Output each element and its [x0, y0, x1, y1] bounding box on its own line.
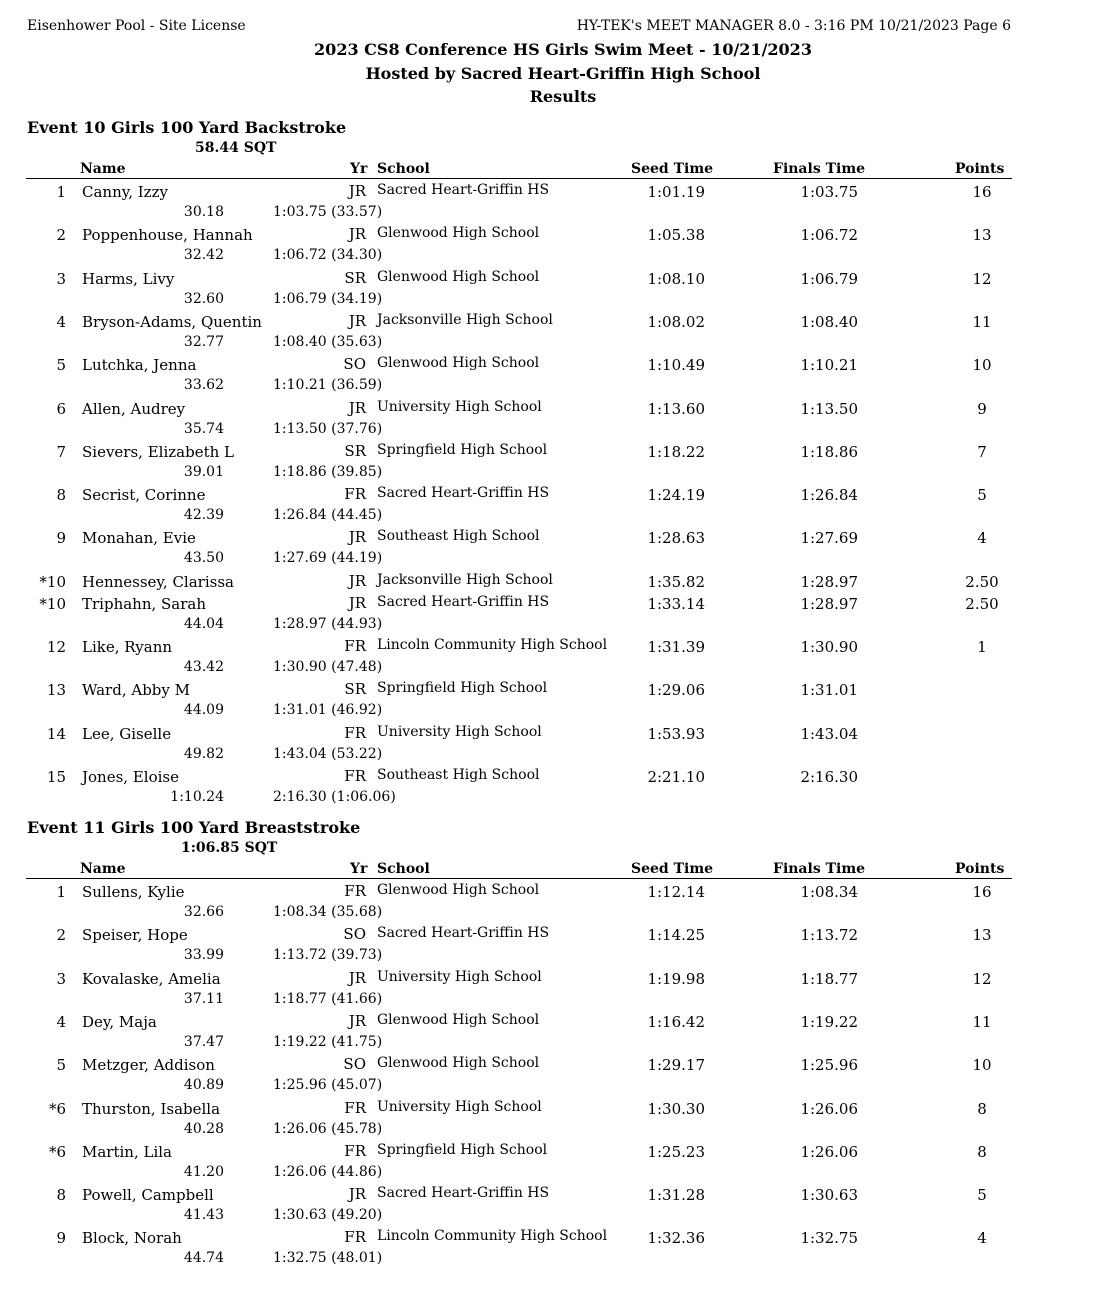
place: 9 [56, 529, 66, 548]
swimmer-name: Lee, Giselle [82, 724, 172, 743]
col-header-yr: Yr [350, 861, 368, 877]
split-50: 49.82 [183, 745, 224, 762]
col-header-name: Name [80, 861, 126, 877]
school-name: University High School [377, 1098, 542, 1115]
year: FR [344, 1141, 366, 1160]
col-header-name: Name [80, 161, 126, 177]
split-50: 32.77 [183, 333, 224, 350]
split-100: 1:10.21 (36.59) [273, 377, 383, 394]
finals-time: 1:26.06 [800, 1099, 858, 1118]
swimmer-name: Metzger, Addison [82, 1056, 215, 1075]
place: 9 [56, 1229, 66, 1248]
split-50: 35.74 [183, 420, 224, 437]
finals-time: 1:28.97 [800, 572, 858, 591]
split-100: 1:26.06 (45.78) [273, 1120, 383, 1137]
points: 16 [972, 883, 992, 901]
seed-time: 1:32.36 [647, 1229, 705, 1248]
split-50: 33.62 [183, 377, 224, 394]
year: FR [344, 1098, 366, 1117]
split-50: 43.50 [183, 550, 224, 567]
finals-time: 1:13.50 [800, 399, 858, 418]
year: SO [343, 1055, 366, 1074]
finals-time: 1:08.40 [800, 312, 858, 331]
year: FR [344, 1228, 366, 1247]
year: FR [344, 637, 366, 655]
seed-time: 1:12.14 [647, 883, 705, 901]
split-50: 40.89 [183, 1077, 224, 1094]
split-100: 1:30.90 (47.48) [273, 659, 383, 675]
split-50: 43.42 [183, 659, 224, 675]
finals-time: 1:28.97 [800, 594, 858, 613]
place: 15 [46, 767, 66, 786]
year: FR [344, 485, 366, 504]
swimmer-name: Block, Norah [82, 1229, 182, 1248]
site-license-text: Eisenhower Pool - Site License [27, 18, 246, 34]
split-100: 1:18.86 (39.85) [273, 463, 383, 480]
school-name: Jacksonville High School [377, 311, 553, 328]
school-name: Springfield High School [377, 441, 548, 458]
place: 8 [56, 1186, 66, 1205]
split-100: 1:06.72 (34.30) [273, 247, 383, 264]
points: 10 [972, 356, 992, 375]
year: JR [348, 182, 366, 200]
school-name: Sacred Heart-Griffin HS [377, 925, 550, 942]
seed-time: 2:21.10 [647, 767, 705, 786]
year: SR [344, 680, 366, 699]
swimmer-name: Speiser, Hope [82, 926, 188, 945]
year: SO [343, 355, 366, 374]
year: SO [343, 925, 366, 944]
finals-time: 1:26.06 [800, 1142, 858, 1161]
year: JR [348, 398, 366, 417]
col-header-seed: Seed Time [631, 861, 714, 877]
seed-time: 1:08.02 [647, 312, 705, 331]
header-rule [26, 178, 1012, 179]
finals-time: 1:31.01 [800, 681, 858, 700]
school-name: Glenwood High School [377, 268, 540, 285]
place: 4 [56, 312, 66, 331]
place: 1 [56, 883, 66, 901]
school-name: Springfield High School [377, 680, 548, 697]
split-50: 41.20 [183, 1163, 224, 1180]
place: 12 [46, 638, 66, 656]
year: FR [344, 723, 366, 742]
finals-time: 1:03.75 [800, 183, 858, 201]
split-100: 1:06.79 (34.19) [273, 290, 383, 307]
finals-time: 1:06.79 [800, 269, 858, 288]
school-name: Jacksonville High School [377, 571, 553, 588]
qualifying-standard: 1:06.85 SQT [181, 840, 278, 856]
swimmer-name: Jones, Eloise [82, 767, 179, 786]
points: 5 [977, 486, 987, 505]
school-name: Southeast High School [377, 766, 540, 783]
seed-time: 1:16.42 [647, 1012, 705, 1031]
swimmer-name: Bryson-Adams, Quentin [82, 312, 262, 331]
swimmer-name: Triphahn, Sarah [82, 594, 207, 613]
seed-time: 1:13.60 [647, 399, 705, 418]
col-header-points: Points [955, 161, 1005, 177]
split-50: 30.18 [183, 204, 224, 220]
finals-time: 1:08.34 [800, 883, 858, 901]
finals-time: 1:27.69 [800, 529, 858, 548]
year: JR [348, 593, 366, 612]
place: 7 [56, 442, 66, 461]
split-50: 32.42 [183, 247, 224, 264]
finals-time: 1:18.86 [800, 442, 858, 461]
school-name: Sacred Heart-Griffin HS [377, 593, 550, 610]
finals-time: 1:43.04 [800, 724, 858, 743]
points: 4 [977, 529, 987, 548]
place: 2 [56, 926, 66, 945]
place: 13 [46, 681, 66, 700]
year: JR [348, 311, 366, 330]
swimmer-name: Thurston, Isabella [82, 1099, 221, 1118]
split-100: 1:03.75 (33.57) [273, 204, 383, 220]
school-name: Lincoln Community High School [377, 637, 608, 653]
school-name: Glenwood High School [377, 882, 540, 898]
finals-time: 1:30.63 [800, 1186, 858, 1205]
split-50: 39.01 [183, 463, 224, 480]
school-name: Sacred Heart-Griffin HS [377, 182, 550, 198]
swimmer-name: Sullens, Kylie [82, 883, 185, 901]
swimmer-name: Canny, Izzy [82, 183, 168, 201]
year: FR [344, 766, 366, 785]
swimmer-name: Powell, Campbell [82, 1186, 214, 1205]
split-50: 44.74 [183, 1250, 224, 1267]
split-100: 1:27.69 (44.19) [273, 550, 383, 567]
school-name: Glenwood High School [377, 1011, 540, 1028]
place: *6 [48, 1099, 66, 1118]
swimmer-name: Dey, Maja [82, 1012, 157, 1031]
swimmer-name: Lutchka, Jenna [82, 356, 197, 375]
finals-time: 1:10.21 [800, 356, 858, 375]
split-100: 1:26.06 (44.86) [273, 1163, 383, 1180]
place: 3 [56, 969, 66, 988]
points: 10 [972, 1056, 992, 1075]
qualifying-standard: 58.44 SQT [195, 140, 277, 156]
year: SR [344, 441, 366, 460]
seed-time: 1:18.22 [647, 442, 705, 461]
split-50: 42.39 [183, 507, 224, 524]
swimmer-name: Like, Ryann [82, 638, 173, 656]
meet-manager-info: HY-TEK's MEET MANAGER 8.0 - 3:16 PM 10/21/2023 Page 6 [576, 18, 1011, 34]
school-name: University High School [377, 968, 542, 985]
school-name: Sacred Heart-Griffin HS [377, 485, 550, 502]
split-100: 1:28.97 (44.93) [273, 615, 383, 632]
year: JR [348, 1011, 366, 1030]
split-100: 1:26.84 (44.45) [273, 507, 383, 524]
split-50: 32.60 [183, 290, 224, 307]
points: 9 [977, 399, 987, 418]
seed-time: 1:01.19 [647, 183, 705, 201]
event-title: Event 10 Girls 100 Yard Backstroke [27, 118, 347, 137]
swimmer-name: Martin, Lila [82, 1142, 172, 1161]
points: 16 [972, 183, 992, 201]
col-header-finals: Finals Time [773, 861, 866, 877]
meet-title: 2023 CS8 Conference HS Girls Swim Meet - 10/21/2023 [314, 40, 812, 59]
finals-time: 2:16.30 [800, 767, 858, 786]
split-100: 2:16.30 (1:06.06) [273, 788, 396, 805]
seed-time: 1:29.06 [647, 681, 705, 700]
split-50: 32.66 [183, 904, 224, 920]
event-title: Event 11 Girls 100 Yard Breaststroke [27, 818, 361, 837]
split-100: 1:32.75 (48.01) [273, 1250, 383, 1267]
meet-host: Hosted by Sacred Heart-Griffin High School [365, 64, 761, 83]
seed-time: 1:29.17 [647, 1056, 705, 1075]
finals-time: 1:25.96 [800, 1056, 858, 1075]
split-50: 1:10.24 [170, 788, 224, 805]
seed-time: 1:25.23 [647, 1142, 705, 1161]
year: FR [344, 882, 366, 900]
finals-time: 1:19.22 [800, 1012, 858, 1031]
seed-time: 1:19.98 [647, 969, 705, 988]
place: *6 [48, 1142, 66, 1161]
points: 7 [977, 442, 987, 461]
swimmer-name: Hennessey, Clarissa [82, 572, 234, 591]
col-header-school: School [377, 161, 430, 177]
split-50: 40.28 [183, 1120, 224, 1137]
split-100: 1:18.77 (41.66) [273, 990, 383, 1007]
points: 2.50 [965, 594, 999, 613]
place: 5 [56, 356, 66, 375]
place: 6 [56, 399, 66, 418]
year: SR [344, 268, 366, 287]
place: 14 [46, 724, 66, 743]
school-name: Southeast High School [377, 528, 540, 545]
finals-time: 1:13.72 [800, 926, 858, 945]
place: 3 [56, 269, 66, 288]
points: 5 [977, 1186, 987, 1205]
place: 8 [56, 486, 66, 505]
col-header-yr: Yr [350, 161, 368, 177]
points: 11 [972, 312, 992, 331]
points: 12 [972, 969, 992, 988]
seed-time: 1:53.93 [647, 724, 705, 743]
split-50: 44.04 [183, 615, 224, 632]
split-100: 1:08.34 (35.68) [273, 904, 383, 920]
school-name: University High School [377, 398, 542, 415]
place: 5 [56, 1056, 66, 1075]
split-50: 33.99 [183, 947, 224, 964]
swimmer-name: Poppenhouse, Hannah [82, 226, 253, 245]
seed-time: 1:24.19 [647, 486, 705, 505]
swimmer-name: Harms, Livy [82, 269, 175, 288]
seed-time: 1:35.82 [647, 572, 705, 591]
swimmer-name: Ward, Abby M [82, 681, 191, 700]
place: *10 [39, 572, 66, 591]
header-rule [26, 878, 1012, 879]
swimmer-name: Kovalaske, Amelia [82, 969, 221, 988]
split-100: 1:13.50 (37.76) [273, 420, 383, 437]
finals-time: 1:18.77 [800, 969, 858, 988]
results-heading: Results [529, 87, 597, 106]
year: JR [348, 528, 366, 547]
place: 1 [56, 183, 66, 201]
split-100: 1:31.01 (46.92) [273, 702, 383, 719]
finals-time: 1:26.84 [800, 486, 858, 505]
school-name: Glenwood High School [377, 355, 540, 372]
seed-time: 1:31.39 [647, 638, 705, 656]
swimmer-name: Monahan, Evie [82, 529, 196, 548]
finals-time: 1:32.75 [800, 1229, 858, 1248]
points: 8 [977, 1142, 987, 1161]
year: JR [348, 1185, 366, 1204]
split-50: 44.09 [183, 702, 224, 719]
points: 8 [977, 1099, 987, 1118]
school-name: Springfield High School [377, 1141, 548, 1158]
split-100: 1:25.96 (45.07) [273, 1077, 383, 1094]
seed-time: 1:33.14 [647, 594, 705, 613]
col-header-finals: Finals Time [773, 161, 866, 177]
seed-time: 1:30.30 [647, 1099, 705, 1118]
school-name: Lincoln Community High School [377, 1228, 608, 1245]
split-100: 1:13.72 (39.73) [273, 947, 383, 964]
points: 12 [972, 269, 992, 288]
col-header-school: School [377, 861, 430, 877]
swimmer-name: Sievers, Elizabeth L [82, 442, 234, 461]
school-name: Glenwood High School [377, 225, 540, 242]
seed-time: 1:05.38 [647, 226, 705, 245]
school-name: Sacred Heart-Griffin HS [377, 1185, 550, 1202]
col-header-seed: Seed Time [631, 161, 714, 177]
split-50: 37.11 [183, 990, 224, 1007]
points: 2.50 [965, 572, 999, 591]
place: 4 [56, 1012, 66, 1031]
split-50: 41.43 [183, 1207, 224, 1224]
seed-time: 1:08.10 [647, 269, 705, 288]
finals-time: 1:30.90 [800, 638, 858, 656]
split-100: 1:43.04 (53.22) [273, 745, 383, 762]
col-header-points: Points [955, 861, 1005, 877]
place: 2 [56, 226, 66, 245]
school-name: Glenwood High School [377, 1055, 540, 1072]
swimmer-name: Allen, Audrey [82, 399, 186, 418]
year: JR [348, 571, 366, 590]
seed-time: 1:28.63 [647, 529, 705, 548]
points: 4 [977, 1229, 987, 1248]
split-100: 1:19.22 (41.75) [273, 1033, 383, 1050]
place: *10 [39, 594, 66, 613]
swimmer-name: Secrist, Corinne [82, 486, 206, 505]
seed-time: 1:10.49 [647, 356, 705, 375]
school-name: University High School [377, 723, 542, 740]
points: 1 [977, 638, 987, 656]
split-100: 1:30.63 (49.20) [273, 1207, 383, 1224]
year: JR [348, 968, 366, 987]
points: 13 [972, 926, 992, 945]
split-50: 37.47 [183, 1033, 224, 1050]
split-100: 1:08.40 (35.63) [273, 333, 383, 350]
year: JR [348, 225, 366, 244]
points: 13 [972, 226, 992, 245]
seed-time: 1:31.28 [647, 1186, 705, 1205]
points: 11 [972, 1012, 992, 1031]
finals-time: 1:06.72 [800, 226, 858, 245]
seed-time: 1:14.25 [647, 926, 705, 945]
